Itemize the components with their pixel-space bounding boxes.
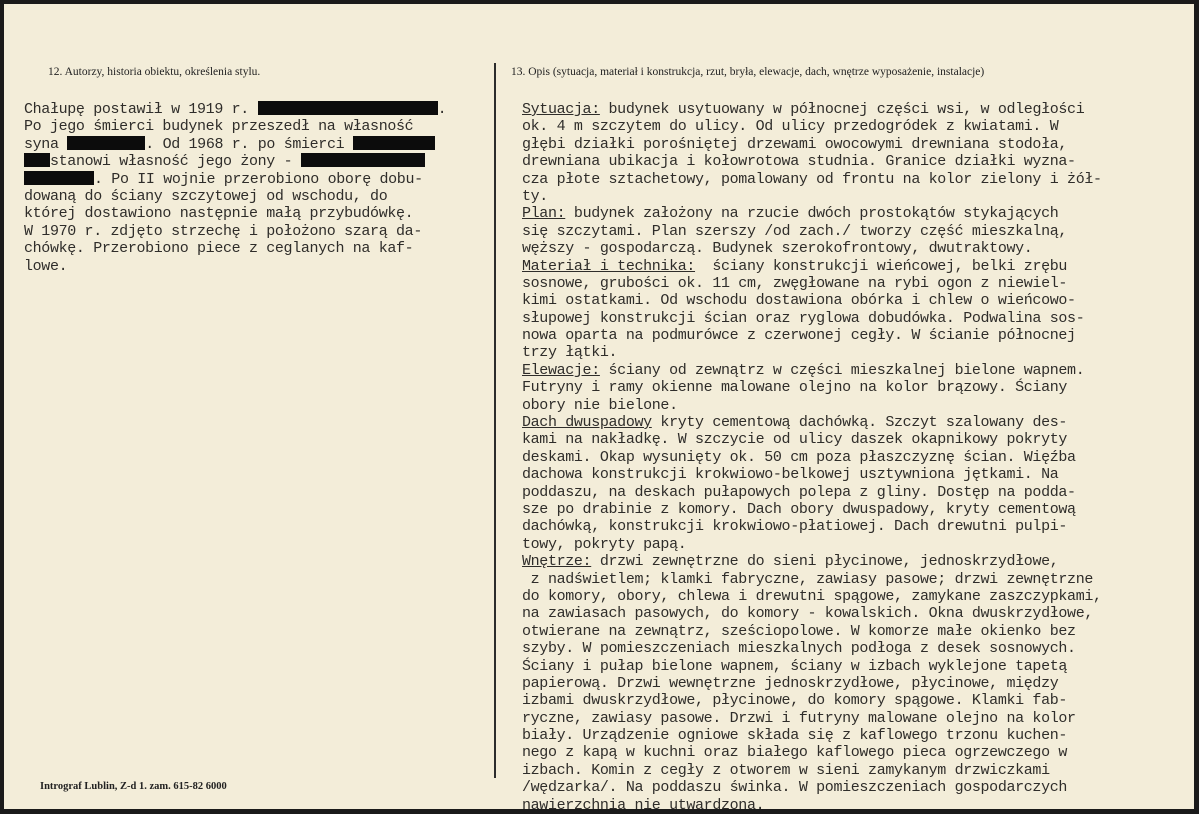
text-line: węższy - gospodarczą. Budynek szerokofrontowy, dwutraktowy. <box>522 240 1033 258</box>
text-line: cza płote sztachetowy, pomalowany od frontu na kolor zielony i żół- <box>522 170 1102 188</box>
text-line: do komory, obory, chlewa i drewutni spągowe, zamykane zaszczypkami, <box>522 587 1102 605</box>
text-line: nego z kapą w kuchni oraz białego kaflowego pieca ogrzewczego w <box>522 744 1068 762</box>
text-line: lowe. <box>24 257 68 275</box>
text-line: poddaszu, na deskach pułapowych polepa z gliny. Dostęp na podda- <box>522 483 1076 501</box>
text-line: Po jego śmierci budynek przeszedł na własność <box>24 118 414 136</box>
text-line: sosnowe, grubości ok. 11 cm, zwęgłowane na rybi ogon z niewiel- <box>522 274 1068 292</box>
printer-imprint: Intrograf Lublin, Z-d 1. zam. 615-82 6000 <box>40 781 227 792</box>
text-line: W 1970 r. zdjęto strzechę i położono szarą da- <box>24 222 422 240</box>
redaction-block <box>24 153 50 167</box>
section-12-heading: 12. Autorzy, historia obiektu, określenia stylu. <box>48 66 261 78</box>
text-line <box>24 101 486 118</box>
wnetrze-label: Wnętrze: <box>522 553 592 571</box>
text-segment: kryty cementową dachówką. Szczyt szalowany des- <box>651 414 1068 432</box>
text-line <box>522 205 1190 222</box>
text-line: papierową. Drzwi wewnętrzne jednoskrzydłowe, płycinowe, między <box>522 674 1059 692</box>
column-divider <box>494 63 496 778</box>
text-line: nawierzchnia nie utwardzona. <box>522 796 765 814</box>
text-line <box>522 101 1190 118</box>
section-13-heading: 13. Opis (sytuacja, materiał i konstrukcja, rzut, bryła, elewacje, dach, wnętrze wyposażenie, instalacje) <box>511 66 985 78</box>
text-segment: stanowi własność jego żony - <box>50 153 293 171</box>
text-line: trzy łątki. <box>522 344 618 362</box>
text-line: dachowa konstrukcji krokwiowo-belkowej usztywniona jętkami. Na <box>522 466 1059 484</box>
history-column <box>24 101 486 275</box>
text-segment: budynek założony na rzucie dwóch prostokątów stykających <box>565 205 1059 223</box>
text-line: ty. <box>522 187 548 205</box>
text-line <box>522 258 1190 275</box>
text-line <box>522 362 1190 379</box>
text-segment: ściany od zewnątrz w części mieszkalnej bielone wapnem. <box>599 361 1085 379</box>
page-border-left <box>0 0 4 814</box>
redaction-block <box>67 136 145 150</box>
description-column <box>522 101 1190 814</box>
material-label: Materiał i technika: <box>522 257 696 275</box>
text-line: ok. 4 m szczytem do ulicy. Od ulicy przedogródek z kwiatami. W <box>522 118 1059 136</box>
text-line: głębi działki porośniętej drzewami owocowymi drewniana stodoła, <box>522 135 1068 153</box>
page-border-right <box>1194 0 1199 814</box>
text-line: drewniana ubikacja i kołowrotowa studnia. Granice działki wyzna- <box>522 153 1076 171</box>
redaction-block <box>258 101 438 115</box>
page-border-top <box>0 0 1199 4</box>
text-line <box>522 414 1190 431</box>
text-line: sze po drabinie z komory. Dach obory dwuspadowy, kryty cementową <box>522 500 1076 518</box>
redaction-block <box>24 171 94 185</box>
text-line <box>24 136 486 153</box>
text-segment: ściany konstrukcji wieńcowej, belki zrębu <box>695 257 1068 275</box>
plan-label: Plan: <box>522 205 566 223</box>
elewacje-label: Elewacje: <box>522 361 600 379</box>
text-line: ryczne, zawiasy pasowe. Drzwi i futryny malowane olejno na kolor <box>522 709 1076 727</box>
text-line: biały. Urządzenie ogniowe składa się z kaflowego trzonu kuchen- <box>522 727 1068 745</box>
text-line: Ściany i pułap bielone wapnem, ściany w izbach wyklejone tapetą <box>522 657 1068 675</box>
text-line: obory nie bielone. <box>522 396 678 414</box>
text-line: chówkę. Przerobiono piece z ceglanych na kaf- <box>24 240 414 258</box>
text-line: kami na nakładkę. W szczycie od ulicy daszek okapnikowy pokryty <box>522 431 1068 449</box>
text-segment: . Po II wojnie przerobiono oborę dobu- <box>94 170 423 188</box>
text-line: nowa oparta na podmurówce z czerwonej cegły. W ścianie północnej <box>522 327 1076 345</box>
text-line: /wędzarka/. Na poddaszu świnka. W pomieszczeniach gospodarczych <box>522 779 1068 797</box>
text-line <box>24 171 486 188</box>
dach-label: Dach dwuspadowy <box>522 414 652 432</box>
text-line: na zawiasach pasowych, do komory - kowalskich. Okna dwuskrzydłowe, <box>522 605 1093 623</box>
text-segment: drzwi zewnętrzne do sieni płycinowe, jednoskrzydłowe, <box>591 553 1059 571</box>
text-line: dowaną do ściany szczytowej od wschodu, do <box>24 187 388 205</box>
text-line: z nadświetlem; klamki fabryczne, zawiasy pasowe; drzwi zewnętrzne <box>522 570 1093 588</box>
text-line: kimi ostatkami. Od wschodu dostawiona obórka i chlew o wieńcowo- <box>522 292 1076 310</box>
text-line: izbami dwuskrzydłowe, płycinowe, do komory spągowe. Klamki fab- <box>522 692 1068 710</box>
text-line: towy, pokryty papą. <box>522 535 687 553</box>
redaction-block <box>301 153 425 167</box>
text-segment: . <box>437 101 447 118</box>
text-segment: syna <box>24 135 59 153</box>
text-line <box>522 553 1190 570</box>
text-segment: budynek usytuowany w północnej części wsi, w odległości <box>599 101 1085 118</box>
text-line: szyby. W pomieszczeniach mieszkalnych podłoga z desek sosnowych. <box>522 640 1076 658</box>
text-segment: . Od 1968 r. po śmierci <box>145 135 345 153</box>
sytuacja-label: Sytuacja: <box>522 101 600 118</box>
redaction-block <box>353 136 435 150</box>
text-line: otwierane na zewnątrz, sześciopolowe. W komorze małe okienko bez <box>522 622 1076 640</box>
text-line: dachówką, konstrukcji krokwiowo-płatiowej. Dach drewutni pulpi- <box>522 518 1068 536</box>
text-segment: Chałupę postawił w 1919 r. <box>24 101 249 118</box>
text-line: Futryny i ramy okienne malowane olejno na kolor brązowy. Ściany <box>522 379 1068 397</box>
text-line: izbach. Komin z cegły z otworem w sieni zamykanym drzwiczkami <box>522 761 1050 779</box>
text-line: której dostawiono następnie małą przybudówkę. <box>24 205 414 223</box>
text-line: słupowej konstrukcji ścian oraz ryglowa dobudówka. Podwalina sos- <box>522 309 1085 327</box>
text-line: deskami. Okap wysunięty ok. 50 cm poza płaszczyznę ścian. Więźba <box>522 448 1076 466</box>
text-line: się szczytami. Plan szerszy /od zach./ tworzy część mieszkalną, <box>522 222 1068 240</box>
text-line <box>24 153 486 170</box>
